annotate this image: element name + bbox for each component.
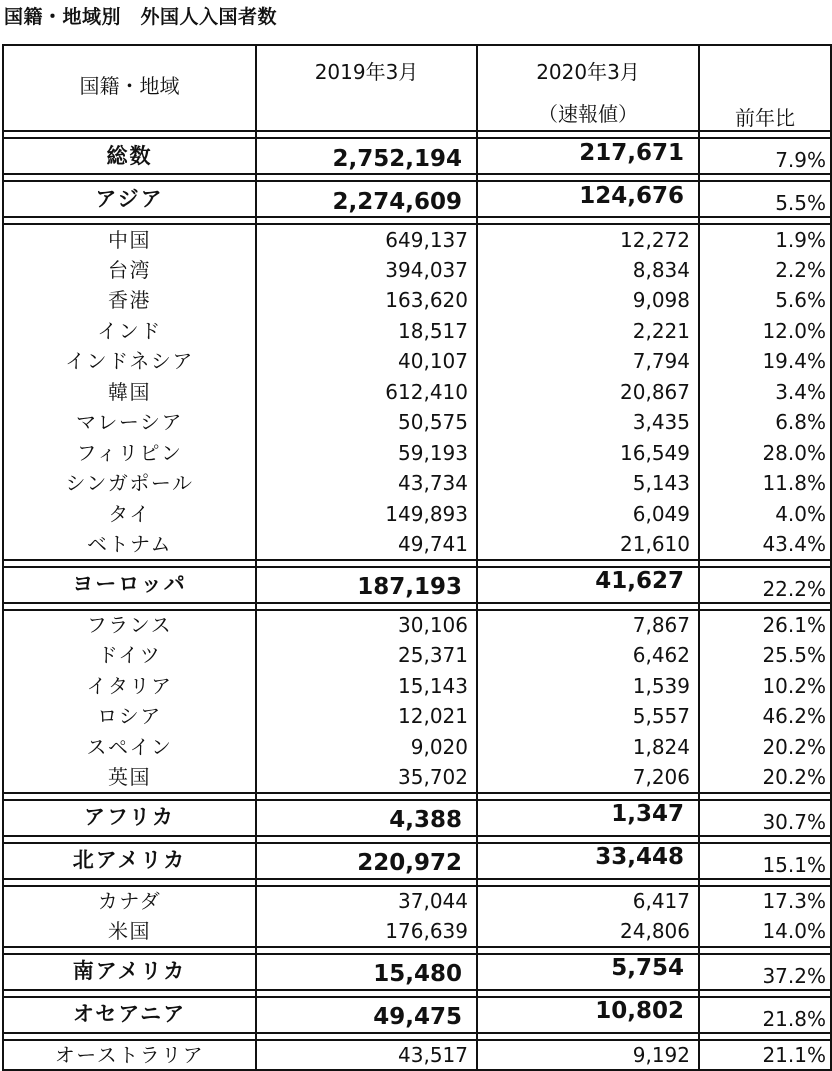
group-2020-value: 41,627 bbox=[477, 567, 699, 603]
country-name: マレーシア bbox=[3, 407, 256, 438]
table-row bbox=[3, 224, 831, 255]
table-row bbox=[3, 255, 831, 286]
country-2019-value: 12,021 bbox=[256, 701, 477, 732]
table-row bbox=[3, 762, 831, 793]
group-name: 北アメリカ bbox=[3, 843, 256, 879]
country-name: シンガポール bbox=[3, 468, 256, 499]
gap-cell bbox=[477, 131, 699, 138]
table-row bbox=[3, 640, 831, 671]
gap-cell bbox=[256, 217, 477, 224]
table-row bbox=[3, 438, 831, 469]
group-yoy-value: 7.9% bbox=[699, 138, 831, 174]
table-row bbox=[3, 701, 831, 732]
country-yoy-value: 17.3% bbox=[699, 886, 831, 917]
group-2019-value: 4,388 bbox=[256, 800, 477, 836]
gap-cell bbox=[699, 990, 831, 997]
country-yoy-value: 5.6% bbox=[699, 285, 831, 316]
table-row bbox=[3, 610, 831, 641]
group-2019-value: 220,972 bbox=[256, 843, 477, 879]
gap-cell bbox=[3, 836, 256, 843]
row-gap bbox=[3, 560, 831, 567]
country-name: 韓国 bbox=[3, 377, 256, 408]
country-name: スペイン bbox=[3, 732, 256, 763]
country-2019-value: 15,143 bbox=[256, 671, 477, 702]
country-yoy-value: 11.8% bbox=[699, 468, 831, 499]
group-yoy-value: 21.8% bbox=[699, 997, 831, 1033]
country-name: 台湾 bbox=[3, 255, 256, 286]
table-row bbox=[3, 1040, 831, 1071]
group-name: アジア bbox=[3, 181, 256, 217]
gap-cell bbox=[3, 560, 256, 567]
gap-cell bbox=[256, 793, 477, 800]
header-row bbox=[3, 45, 831, 131]
country-yoy-value: 2.2% bbox=[699, 255, 831, 286]
gap-cell bbox=[256, 990, 477, 997]
group-2019-value: 187,193 bbox=[256, 567, 477, 603]
header-yoy-label: 前年比 bbox=[735, 106, 795, 130]
group-yoy-value: 22.2% bbox=[699, 567, 831, 603]
header-cell-2020 bbox=[477, 45, 699, 131]
country-name: ベトナム bbox=[3, 529, 256, 560]
country-2020-value: 1,539 bbox=[477, 671, 699, 702]
group-2020-value: 10,802 bbox=[477, 997, 699, 1033]
table-row bbox=[3, 671, 831, 702]
country-2019-value: 9,020 bbox=[256, 732, 477, 763]
gap-cell bbox=[3, 174, 256, 181]
country-2020-value: 24,806 bbox=[477, 916, 699, 947]
gap-cell bbox=[699, 879, 831, 886]
country-2020-value: 6,049 bbox=[477, 499, 699, 530]
group-2020-value: 217,671 bbox=[477, 138, 699, 174]
gap-cell bbox=[477, 560, 699, 567]
header-2019-label: 2019年3月 bbox=[314, 60, 419, 84]
header-cell-yoy bbox=[699, 45, 831, 131]
gap-cell bbox=[699, 560, 831, 567]
gap-cell bbox=[3, 1033, 256, 1040]
country-2019-value: 176,639 bbox=[256, 916, 477, 947]
group-name: アフリカ bbox=[3, 800, 256, 836]
group-name: 総数 bbox=[3, 138, 256, 174]
header-cell-2019 bbox=[256, 45, 477, 131]
group-name: 南アメリカ bbox=[3, 954, 256, 990]
table-row bbox=[3, 468, 831, 499]
group-row bbox=[3, 567, 831, 603]
gap-cell bbox=[256, 947, 477, 954]
group-yoy-value: 37.2% bbox=[699, 954, 831, 990]
country-yoy-value: 19.4% bbox=[699, 346, 831, 377]
group-2019-value: 49,475 bbox=[256, 997, 477, 1033]
country-2019-value: 649,137 bbox=[256, 224, 477, 255]
gap-cell bbox=[256, 603, 477, 610]
gap-cell bbox=[477, 174, 699, 181]
row-gap bbox=[3, 131, 831, 138]
country-2019-value: 37,044 bbox=[256, 886, 477, 917]
country-name: カナダ bbox=[3, 886, 256, 917]
country-2019-value: 30,106 bbox=[256, 610, 477, 641]
country-2019-value: 49,741 bbox=[256, 529, 477, 560]
gap-cell bbox=[699, 131, 831, 138]
header-2020-note: （速報値） bbox=[538, 102, 638, 126]
country-yoy-value: 14.0% bbox=[699, 916, 831, 947]
row-gap bbox=[3, 603, 831, 610]
country-name: ドイツ bbox=[3, 640, 256, 671]
group-name: ヨーロッパ bbox=[3, 567, 256, 603]
gap-cell bbox=[699, 947, 831, 954]
table-row bbox=[3, 346, 831, 377]
country-2020-value: 8,834 bbox=[477, 255, 699, 286]
gap-cell bbox=[699, 836, 831, 843]
table-row bbox=[3, 499, 831, 530]
group-yoy-value: 5.5% bbox=[699, 181, 831, 217]
country-2020-value: 1,824 bbox=[477, 732, 699, 763]
table-row bbox=[3, 316, 831, 347]
gap-cell bbox=[699, 793, 831, 800]
group-name: オセアニア bbox=[3, 997, 256, 1033]
row-gap bbox=[3, 217, 831, 224]
gap-cell bbox=[477, 990, 699, 997]
group-row bbox=[3, 800, 831, 836]
country-2019-value: 163,620 bbox=[256, 285, 477, 316]
country-2019-value: 25,371 bbox=[256, 640, 477, 671]
gap-cell bbox=[3, 879, 256, 886]
group-2019-value: 2,274,609 bbox=[256, 181, 477, 217]
header-cell-country bbox=[3, 45, 256, 131]
country-2020-value: 7,794 bbox=[477, 346, 699, 377]
header-country-label: 国籍・地域 bbox=[79, 74, 180, 98]
group-yoy-value: 15.1% bbox=[699, 843, 831, 879]
country-name: 中国 bbox=[3, 224, 256, 255]
row-gap bbox=[3, 836, 831, 843]
row-gap bbox=[3, 879, 831, 886]
gap-cell bbox=[3, 217, 256, 224]
gap-cell bbox=[699, 603, 831, 610]
gap-cell bbox=[477, 879, 699, 886]
country-yoy-value: 20.2% bbox=[699, 762, 831, 793]
country-2019-value: 43,734 bbox=[256, 468, 477, 499]
country-2020-value: 20,867 bbox=[477, 377, 699, 408]
country-name: フランス bbox=[3, 610, 256, 641]
table-row bbox=[3, 916, 831, 947]
gap-cell bbox=[256, 879, 477, 886]
gap-cell bbox=[256, 836, 477, 843]
group-yoy-value: 30.7% bbox=[699, 800, 831, 836]
country-name: インド bbox=[3, 316, 256, 347]
gap-cell bbox=[477, 947, 699, 954]
group-row bbox=[3, 138, 831, 174]
row-gap bbox=[3, 174, 831, 181]
country-name: 英国 bbox=[3, 762, 256, 793]
country-2020-value: 12,272 bbox=[477, 224, 699, 255]
country-2019-value: 149,893 bbox=[256, 499, 477, 530]
group-2019-value: 15,480 bbox=[256, 954, 477, 990]
gap-cell bbox=[477, 217, 699, 224]
gap-cell bbox=[3, 947, 256, 954]
group-row bbox=[3, 997, 831, 1033]
country-2020-value: 16,549 bbox=[477, 438, 699, 469]
group-row bbox=[3, 843, 831, 879]
page-title: 国籍・地域別 外国人入国者数 bbox=[4, 6, 278, 28]
country-2020-value: 5,143 bbox=[477, 468, 699, 499]
gap-cell bbox=[699, 174, 831, 181]
group-row bbox=[3, 181, 831, 217]
gap-cell bbox=[477, 836, 699, 843]
country-name: 米国 bbox=[3, 916, 256, 947]
country-2020-value: 7,867 bbox=[477, 610, 699, 641]
gap-cell bbox=[699, 217, 831, 224]
gap-cell bbox=[256, 1033, 477, 1040]
country-yoy-value: 4.0% bbox=[699, 499, 831, 530]
header-2020-label: 2020年3月 bbox=[536, 60, 640, 84]
country-2019-value: 394,037 bbox=[256, 255, 477, 286]
row-gap bbox=[3, 947, 831, 954]
country-yoy-value: 10.2% bbox=[699, 671, 831, 702]
country-name: オーストラリア bbox=[3, 1040, 256, 1071]
country-yoy-value: 28.0% bbox=[699, 438, 831, 469]
country-yoy-value: 1.9% bbox=[699, 224, 831, 255]
country-2020-value: 21,610 bbox=[477, 529, 699, 560]
country-2019-value: 43,517 bbox=[256, 1040, 477, 1071]
group-2020-value: 124,676 bbox=[477, 181, 699, 217]
country-name: タイ bbox=[3, 499, 256, 530]
table-row bbox=[3, 407, 831, 438]
gap-cell bbox=[3, 603, 256, 610]
country-2019-value: 35,702 bbox=[256, 762, 477, 793]
table-row bbox=[3, 886, 831, 917]
row-gap bbox=[3, 793, 831, 800]
country-2020-value: 5,557 bbox=[477, 701, 699, 732]
gap-cell bbox=[3, 793, 256, 800]
country-2020-value: 6,417 bbox=[477, 886, 699, 917]
gap-cell bbox=[477, 1033, 699, 1040]
country-2020-value: 6,462 bbox=[477, 640, 699, 671]
country-2020-value: 3,435 bbox=[477, 407, 699, 438]
row-gap bbox=[3, 1033, 831, 1040]
country-name: ロシア bbox=[3, 701, 256, 732]
table-row bbox=[3, 732, 831, 763]
country-name: イタリア bbox=[3, 671, 256, 702]
group-row bbox=[3, 954, 831, 990]
country-2019-value: 612,410 bbox=[256, 377, 477, 408]
country-yoy-value: 46.2% bbox=[699, 701, 831, 732]
country-2019-value: 18,517 bbox=[256, 316, 477, 347]
gap-cell bbox=[3, 990, 256, 997]
gap-cell bbox=[477, 793, 699, 800]
country-yoy-value: 25.5% bbox=[699, 640, 831, 671]
country-name: 香港 bbox=[3, 285, 256, 316]
country-yoy-value: 3.4% bbox=[699, 377, 831, 408]
group-2020-value: 33,448 bbox=[477, 843, 699, 879]
gap-cell bbox=[256, 560, 477, 567]
gap-cell bbox=[256, 174, 477, 181]
gap-cell bbox=[477, 603, 699, 610]
arrivals-table bbox=[2, 44, 832, 1071]
country-name: インドネシア bbox=[3, 346, 256, 377]
country-yoy-value: 12.0% bbox=[699, 316, 831, 347]
country-yoy-value: 43.4% bbox=[699, 529, 831, 560]
country-yoy-value: 26.1% bbox=[699, 610, 831, 641]
country-2020-value: 2,221 bbox=[477, 316, 699, 347]
country-yoy-value: 20.2% bbox=[699, 732, 831, 763]
country-2020-value: 9,098 bbox=[477, 285, 699, 316]
gap-cell bbox=[3, 131, 256, 138]
group-2019-value: 2,752,194 bbox=[256, 138, 477, 174]
country-2020-value: 7,206 bbox=[477, 762, 699, 793]
country-2020-value: 9,192 bbox=[477, 1040, 699, 1071]
gap-cell bbox=[256, 131, 477, 138]
group-2020-value: 5,754 bbox=[477, 954, 699, 990]
table-row bbox=[3, 377, 831, 408]
country-2019-value: 40,107 bbox=[256, 346, 477, 377]
row-gap bbox=[3, 990, 831, 997]
table-row bbox=[3, 529, 831, 560]
country-yoy-value: 21.1% bbox=[699, 1040, 831, 1071]
group-2020-value: 1,347 bbox=[477, 800, 699, 836]
gap-cell bbox=[699, 1033, 831, 1040]
country-name: フィリピン bbox=[3, 438, 256, 469]
country-yoy-value: 6.8% bbox=[699, 407, 831, 438]
country-2019-value: 59,193 bbox=[256, 438, 477, 469]
arrivals-table-body bbox=[3, 45, 831, 1070]
table-row bbox=[3, 285, 831, 316]
country-2019-value: 50,575 bbox=[256, 407, 477, 438]
